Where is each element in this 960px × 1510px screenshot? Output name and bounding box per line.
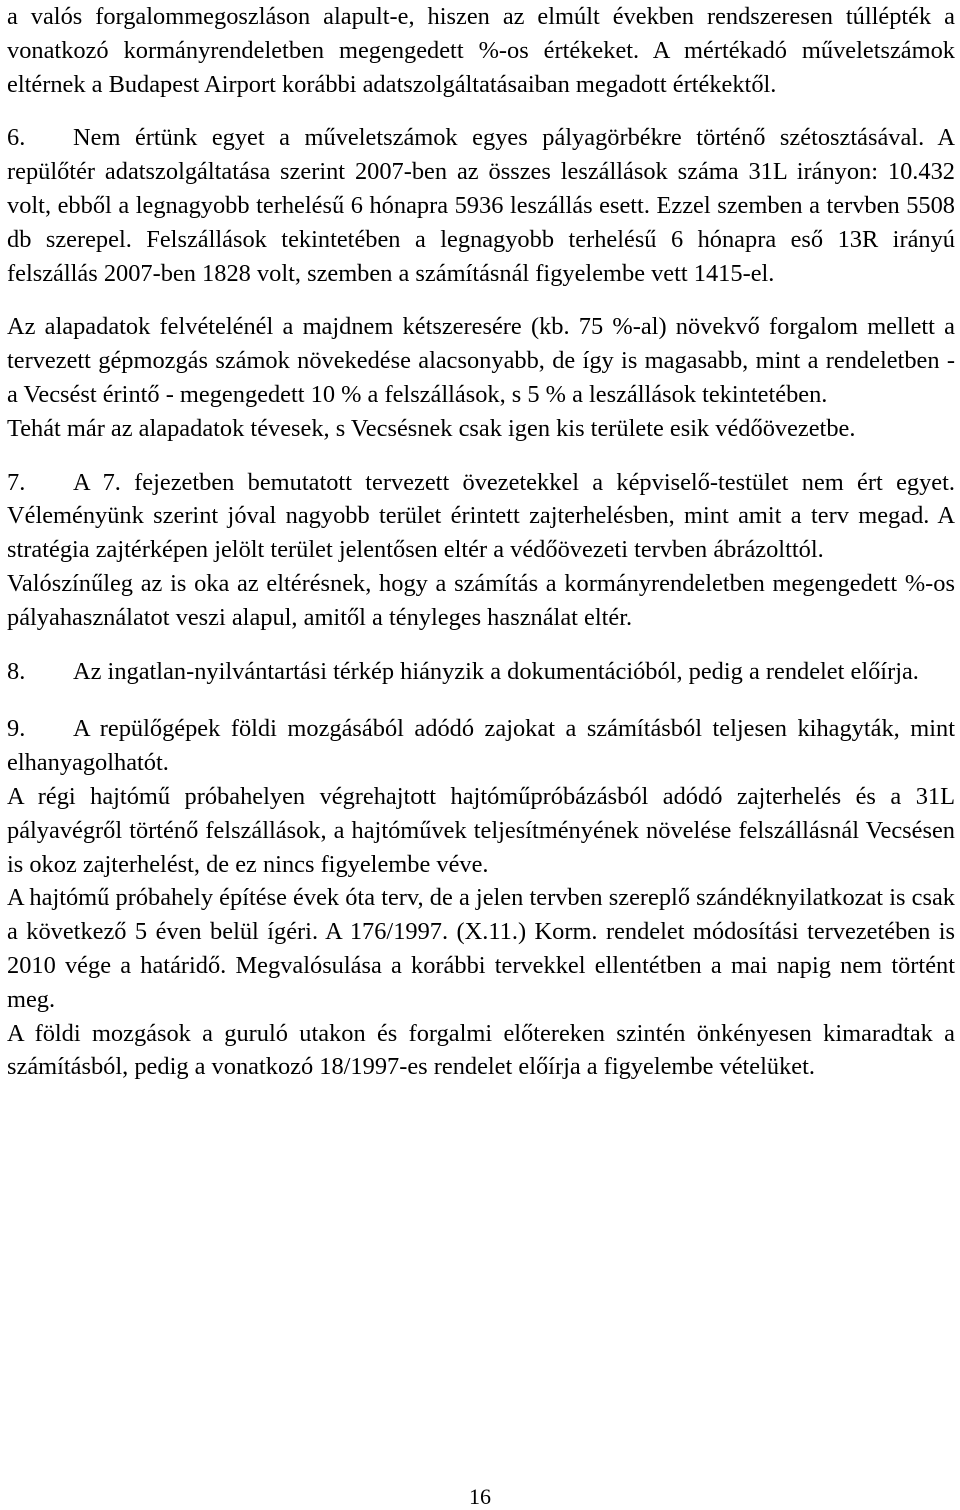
paragraph-hajtomu-proba: A régi hajtómű próbahelyen végrehajtott hajtóműpróbázásból adódó zajterhelés és a 31L pályavégről történő felszállások, a hajtóművek teljesítményének növelése felszállásnál Vecsésen is okoz zajterhelést, de ez nincs figyelembe véve.: [7, 782, 955, 878]
spacer: [7, 688, 955, 712]
paragraph-item-7-text: A 7. fejezetben bemutatott tervezett övezetekkel a képviselő-testület nem ért egyet. Véleményünk szerint jóval nagyobb terület érintett zajterhelésben, mint amit a terv megad. A stratégia zajtérképen jelölt terület jelentősen eltér a védőövezeti tervben ábrázolttól.: [7, 468, 955, 564]
paragraph-item-6-text: Nem értünk egyet a műveletszámok egyes pályagörbékre történő szétosztásával. A repülőtér adatszolgáltatása szerint 2007-ben az összes leszállások száma 31L irányon: 10.432 volt, ebből a legnagyobb terhelésű 6 hónapra 5936 leszállás esett. Ezzel szemben a tervben 5508 db szerepel. Felszállások tekintetében a legnagyobb terhelésű 6 hónapra eső 13R irányú felszállás 2007-ben 1828 volt, szemben a számításnál figyelembe vett 1415-el.: [7, 124, 955, 287]
item-number: 8.: [7, 657, 26, 685]
document-page: [7, 0, 955, 1084]
item-number: 9.: [7, 715, 26, 743]
spacer: [7, 635, 955, 655]
paragraph-item-6: [7, 121, 955, 290]
paragraph-item-8-text: Az ingatlan-nyilvántartási térkép hiányzik a dokumentációból, pedig a rendelet előírja.: [73, 657, 919, 685]
paragraph-intro: a valós forgalommegoszláson alapult-e, hiszen az elmúlt években rendszeresen túllépték a vonatkozó kormányrendeletben megengedett %-os értékeket. A mértékadó műveletszámok eltérnek a Budapest Airport korábbi adatszolgáltatásaiban megadott értékektől.: [7, 3, 955, 98]
paragraph-item-9: [7, 712, 955, 780]
paragraph-proba-hely: A hajtómű próbahely építése évek óta terv, de a jelen tervben szereplő szándéknyilatkozat is csak a következő 5 éven belül ígéri. A 176/1997. (X.11.) Korm. rendelet módosítási tervezetében is 2010 vége a határidő. Megvalósulása a korábbi tervekkel ellentétben a mai napig nem történt meg.: [7, 884, 955, 1013]
paragraph-item-7: [7, 466, 955, 567]
paragraph-tehat: Tehát már az alapadatok tévesek, s Vecsésnek csak igen kis területe esik védőövezetbe.: [7, 414, 856, 442]
paragraph-item-9-text: A repülőgépek földi mozgásából adódó zajokat a számításból teljesen kihagyták, mint elhanyagolhatót.: [7, 715, 955, 777]
paragraph-foldi-mozgasok: A földi mozgások a guruló utakon és forgalmi előtereken szintén önkényesen kimaradtak a számításból, pedig a vonatkozó 18/1997-es rendelet előírja a figyelembe vételüket.: [7, 1019, 955, 1081]
paragraph-alapadatok: Az alapadatok felvételénél a majdnem kétszeresére (kb. 75 %-al) növekvő forgalom mellett a tervezett gépmozgás számok növekedése alacsonyabb, de így is magasabb, mint a rendeletben - a Vecsést érintő - megengedett 10 % a felszállások, s 5 % a leszállások tekintetében.: [7, 313, 955, 408]
item-number: 6.: [7, 124, 26, 152]
page-number: 16: [469, 1484, 491, 1509]
spacer: [7, 101, 955, 121]
paragraph-item-8: [7, 655, 955, 689]
spacer: [7, 290, 955, 310]
item-number: 7.: [7, 468, 26, 496]
paragraph-valoszinuleg: Valószínűleg az is oka az eltérésnek, hogy a számítás a kormányrendeletben megengedett %-os pályahasználatot veszi alapul, amitől a tényleges használat eltér.: [7, 569, 955, 631]
spacer: [7, 446, 955, 466]
